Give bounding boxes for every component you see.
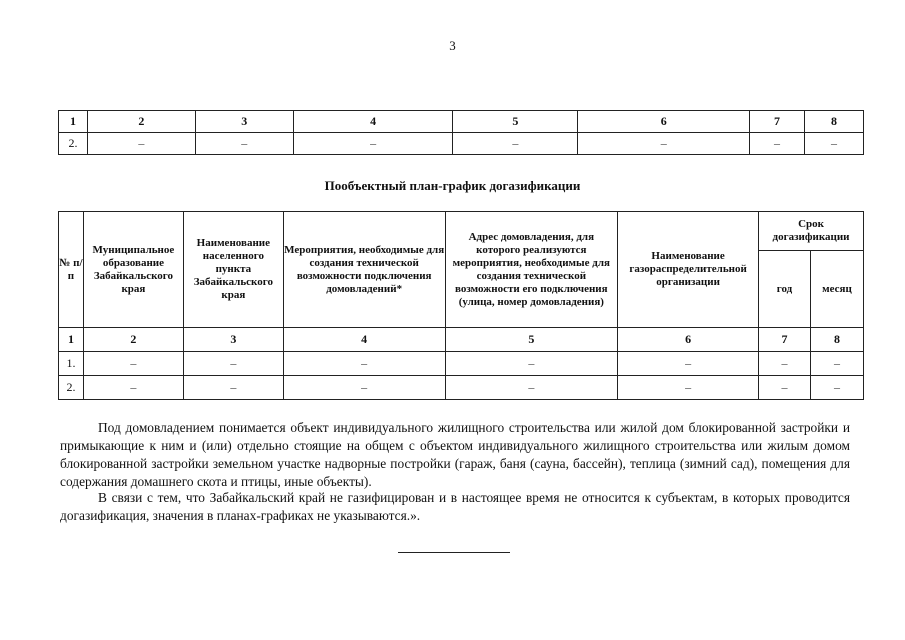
table-row [59,376,864,400]
top-table-header-cell: 4 [293,111,453,133]
table-row [59,133,864,155]
table-cell: – [759,376,811,400]
table-cell: – [810,352,863,376]
page-number: 3 [449,38,456,53]
table-cell: – [750,133,805,155]
table-cell: – [445,352,618,376]
header-municipality: Муниципальное образование Забайкальского края [83,212,183,328]
closing-paragraph: В связи с тем, что Забайкальский край не газифицирован и в настоящее время не относится к субъектам, в которых проводится догазификация, значения в планах-графиках не указываются.». [60,490,850,523]
table-cell: – [759,352,811,376]
table-row [59,352,864,376]
header-measures: Мероприятия, необходимые для создания технической возможности подключения домовладений* [283,212,445,328]
header-gas-org: Наименование газораспределительной организации [618,212,759,328]
table-cell: – [195,133,293,155]
table-cell: – [618,376,759,400]
table-cell: – [445,376,618,400]
header-year: год [759,251,811,328]
table-cell: – [87,133,195,155]
top-table-header-cell: 6 [578,111,750,133]
table-cell: – [83,376,183,400]
footnote-paragraph: Под домовладением понимается объект индивидуального жилищного строительства или жилой дом блокированной застройки и примыкающие к ним и (или) отдельно стоящие на общем с объектом индивидуального жилищного строительства или жилым домом блокированной застройки земельном участке надворные постройки (гараж, баня (сауна, бассейн), теплица (зимний сад), помещения для содержания домашнего скота и птицы, иные объекты). [60,420,850,489]
table-cell: 2. [59,376,84,400]
header-address: Адрес домовладения, для которого реализуются мероприятия, необходимые для создания технической возможности его подключения (улица, номер домовладения) [445,212,618,328]
column-number: 8 [810,328,863,352]
section-title: Пообъектный план-график догазификации [324,178,581,193]
header-deadline: Срок догазификации [759,212,864,251]
top-table-header-row [59,111,864,133]
table-cell: – [83,352,183,376]
column-numbers-row [59,328,864,352]
column-number: 7 [759,328,811,352]
table-cell: – [183,352,283,376]
table-cell: – [293,133,453,155]
main-table-header-row [59,212,864,251]
top-table-header-cell: 2 [87,111,195,133]
table-cell: – [805,133,864,155]
table-cell: – [283,376,445,400]
top-table [58,110,864,155]
header-settlement: Наименование населенного пункта Забайкальского края [183,212,283,328]
top-table-header-cell: 5 [453,111,578,133]
top-table-header-cell: 3 [195,111,293,133]
column-number: 3 [183,328,283,352]
column-number: 1 [59,328,84,352]
main-table [58,211,864,400]
table-cell: 1. [59,352,84,376]
table-cell: 2. [59,133,88,155]
table-cell: – [618,352,759,376]
table-cell: – [810,376,863,400]
column-number: 6 [618,328,759,352]
table-cell: – [453,133,578,155]
top-table-header-cell: 7 [750,111,805,133]
table-cell: – [578,133,750,155]
top-table-header-cell: 1 [59,111,88,133]
header-num: № п/п [59,212,84,328]
table-cell: – [283,352,445,376]
table-cell: – [183,376,283,400]
column-number: 5 [445,328,618,352]
header-month: месяц [810,251,863,328]
column-number: 2 [83,328,183,352]
top-table-header-cell: 8 [805,111,864,133]
separator-line [398,552,510,553]
column-number: 4 [283,328,445,352]
